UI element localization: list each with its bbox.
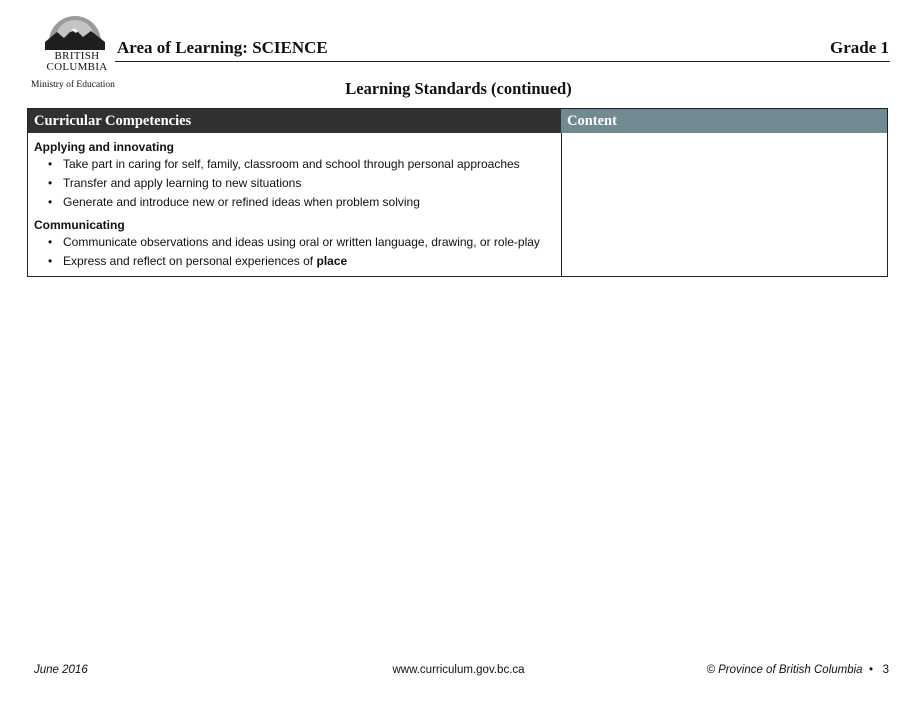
- competency-list: [34, 233, 559, 271]
- column-header-content: Content: [561, 109, 887, 133]
- column-header-competencies: Curricular Competencies: [28, 109, 561, 133]
- grade-label: Grade 1: [829, 38, 889, 57]
- footer-url: www.curriculum.gov.bc.ca: [392, 664, 525, 676]
- glossary-term: place: [316, 254, 348, 268]
- section-title: Learning Standards (continued): [345, 79, 572, 98]
- brand-british: BRITISH: [54, 50, 100, 62]
- ministry-label: Ministry of Education: [31, 80, 115, 90]
- footer-copyright: © Province of British Columbia • 3: [706, 664, 889, 676]
- page-number: 3: [882, 664, 889, 676]
- brand-columbia: COLUMBIA: [46, 61, 108, 73]
- list-item: • Communicate observations and ideas using oral or written language, drawing, or role-play: [48, 235, 540, 249]
- group-heading: Communicating: [34, 218, 125, 232]
- area-title: Area of Learning: SCIENCE: [117, 38, 328, 57]
- column-divider: [561, 133, 562, 276]
- competency-list: [34, 155, 559, 212]
- footer-date: June 2016: [34, 664, 88, 676]
- list-item: • Transfer and apply learning to new situations: [48, 176, 302, 190]
- list-item: • Take part in caring for self, family, classroom and school through personal approaches: [48, 157, 520, 171]
- sun-mountain-icon: [45, 16, 105, 50]
- competencies-cell: [34, 139, 559, 271]
- learning-standards-table: [27, 108, 888, 277]
- list-item: • Express and reflect on personal experiences of place: [48, 254, 348, 268]
- bc-logo: [28, 16, 120, 90]
- list-item: • Generate and introduce new or refined ideas when problem solving: [48, 195, 420, 209]
- group-heading: Applying and innovating: [34, 140, 174, 154]
- header-divider: [115, 61, 890, 62]
